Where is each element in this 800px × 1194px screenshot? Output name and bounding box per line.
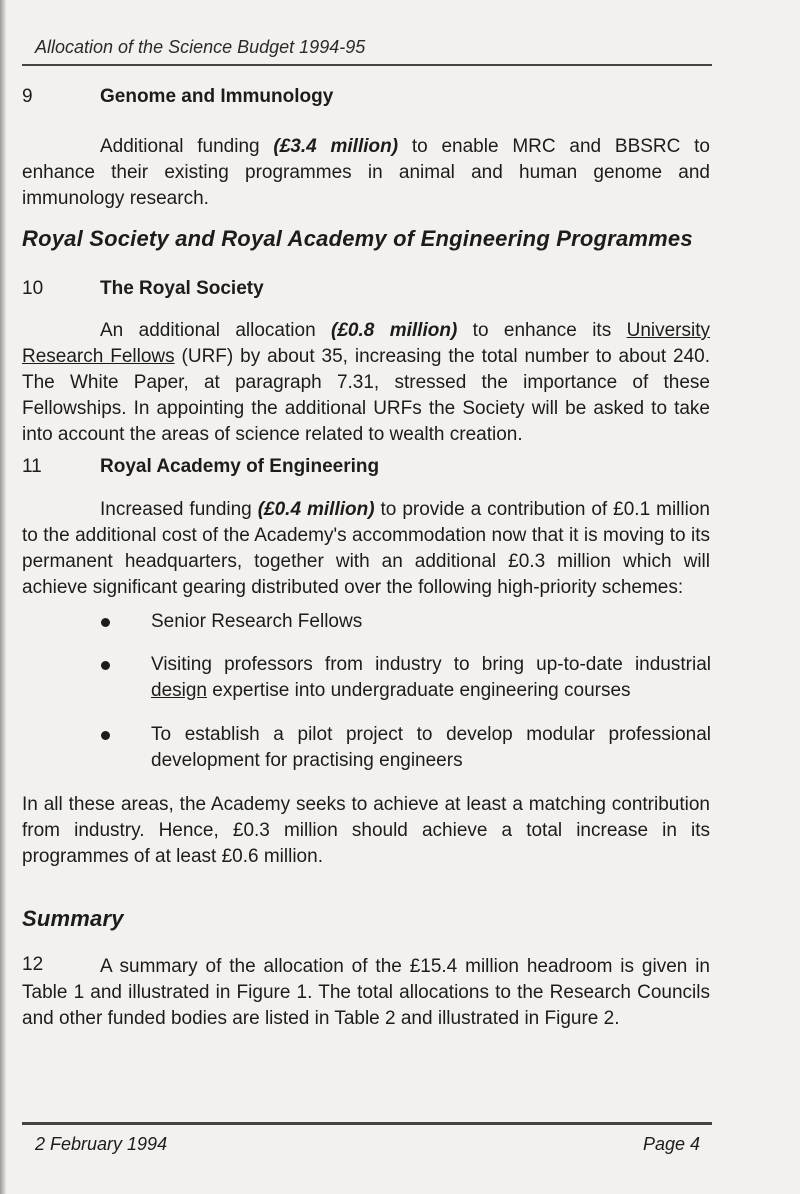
heading-royal-society: The Royal Society (100, 278, 264, 299)
page-number: Page 4 (643, 1134, 701, 1154)
heading-royal-academy: Royal Academy of Engineering (100, 456, 380, 477)
paragraph-11-closing: In all these areas, the Academy seeks to achieve at least a matching contribution from industry. Hence, £0.3 million should achieve a total increase in its programmes of at least £0.6 million. (22, 794, 710, 867)
amount-9: (£3.4 million) (273, 136, 399, 157)
header-rule (22, 64, 712, 66)
paragraph-9-text: Additional funding (£3.4 million) to enable MRC and BBSRC to enhance their existing programmes in animal and human genome and immunology research. (22, 136, 711, 209)
heading-genome-immunology: Genome and Immunology (100, 86, 334, 107)
paragraph-12-text: A summary of the allocation of the £15.4 million headroom is given in Table 1 and illustrated in Figure 1. The total allocations to the Research Councils and other funded bodies are listed in Table 2 and illustrated in Figure 2. (22, 956, 710, 1029)
section-title-summary: Summary (22, 906, 124, 931)
bullet-dot (101, 661, 110, 670)
paragraph-10-text: An additional allocation (£0.8 million) to enhance its University Research Fellows (URF) by about 35, increasing the total number to about 240. The White Paper, at paragraph 7.31, stressed the importance of these Fellowships. In appointing the additional URFs the Society will be asked to take into account the areas of science related to wealth creation. (22, 320, 710, 445)
amount-11: (£0.4 million) (257, 499, 375, 520)
paragraph-number-9: 9 (22, 86, 33, 107)
paragraph-number-12: 12 (22, 954, 44, 975)
page-edge-shadow (0, 0, 6, 1194)
bullet-dot (101, 618, 110, 627)
bullet-senior-research-fellows: Senior Research Fellows (151, 611, 363, 632)
bullet-pilot-project: To establish a pilot project to develop modular professional development for practising engineers (151, 724, 711, 771)
paragraph-number-10: 10 (22, 278, 44, 299)
amount-10: (£0.8 million) (331, 320, 458, 341)
footer-date: 2 February 1994 (35, 1134, 168, 1154)
paragraph-number-11: 11 (22, 456, 42, 477)
design-underlined: design (151, 680, 207, 701)
paragraph-11-text: Increased funding (£0.4 million) to provide a contribution of £0.1 million to the additional cost of the Academy's accommodation now that it is moving to its permanent headquarters, together with an additional £0.3 million which will achieve significant gearing distributed over the following high-priority schemes: (22, 499, 710, 598)
footer-rule (22, 1122, 712, 1125)
bullet-visiting-professors: Visiting professors from industry to bring up-to-date industrial design expertise into undergraduate engineering courses (151, 654, 711, 701)
section-title-royal-society: Royal Society and Royal Academy of Engineering Programmes (22, 226, 693, 251)
bullet-dot (101, 731, 110, 740)
header-title: Allocation of the Science Budget 1994-95 (35, 37, 366, 57)
urf-underlined: University Research Fellows (22, 320, 710, 367)
